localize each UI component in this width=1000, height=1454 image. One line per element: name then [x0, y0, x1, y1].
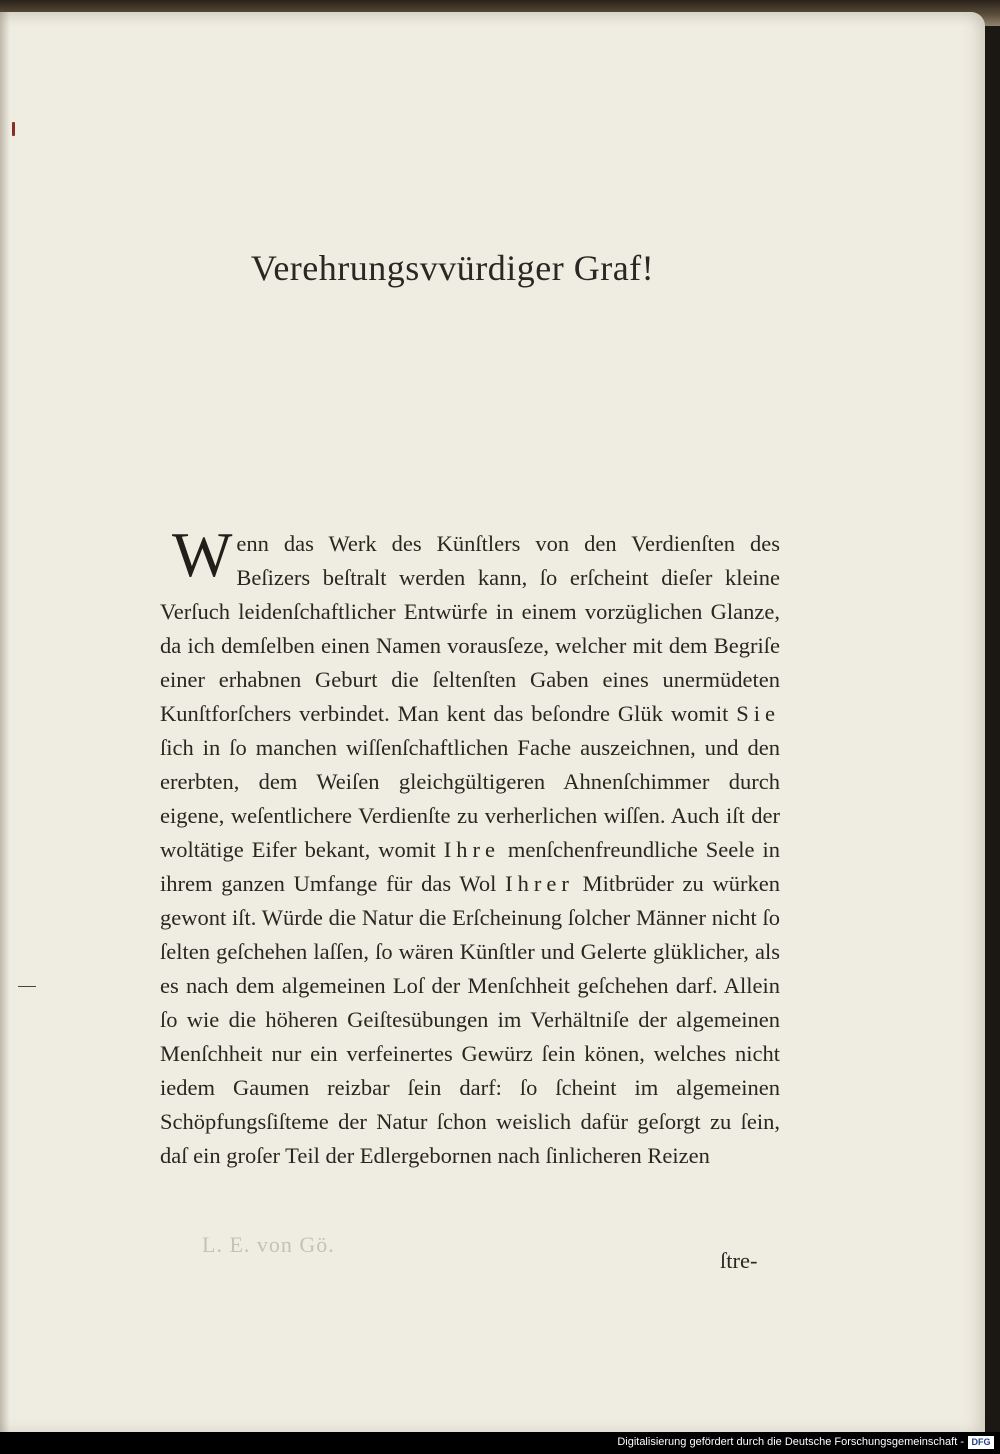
text-segment: Mitbrüder zu würken gewont iſt. Würde die Natur die Erſcheinung ſolcher Männer nicht ſo ſelten geſchehen laſſen, ſo wären Künſtler und Gelerte glüklicher, als es nach dem algemeinen Loſ der Menſchheit geſchehen darf. Allein ſo wie die höheren Geiſtesübungen im Verhältniſe der algemeinen Menſchheit nur ein verfeinertes Gewürz ſein könen, welches nicht iedem Gaumen reizbar ſein darf: ſo ſcheint im algemeinen Schöpfungsſiſteme der Natur ſchon weislich dafür geſorgt zu ſein, daſ ein groſer Teil der Edlergebornen nach ſinlicheren Reizen — [160, 871, 780, 1168]
spaced-word: Sie — [736, 701, 780, 726]
drop-cap: W — [172, 519, 233, 590]
text-segment: menſchenfreundliche Seele in ihrem ganzen Umfange für das Wol — [160, 837, 780, 896]
page-gutter-shadow — [0, 12, 10, 1432]
text-segment: enn das Werk des Künſtlers von den Verdienſten des Beſizers beſtralt werden kann, ſo erſcheint dieſer kleine Verſuch leidenſchaftlicher Entwürfe in einem vorzüglichen Glanze, da ich demſelben einen Namen vorausſeze, welcher mit dem Begriſe einer erhabnen Geburt die ſeltenſten Gaben eines unermüdeten Kunſtforſchers verbindet. Man kent das beſondre Glük womit — [160, 531, 780, 726]
spaced-word: Ihre — [443, 837, 500, 862]
faint-stamp: L. E. von Gö. — [202, 1232, 335, 1257]
page-heading: Verehrungsvvürdiger Graf! — [250, 248, 655, 288]
text-segment: ſich in ſo manchen wiſſenſchaftlichen Fache auszeichnen, und den ererbten, dem Weiſen gleichgültigeren Ahnenſchimmer durch eigene, weſentlichere Verdienſte zu verherlichen wiſſen. Auch iſt der woltätige Eifer bekant, womit — [160, 735, 780, 862]
margin-mark — [12, 122, 15, 136]
body-paragraph — [160, 519, 780, 1173]
catchword: ſtre- — [720, 1248, 758, 1273]
spaced-word: Ihrer — [505, 871, 574, 896]
margin-dash — [18, 986, 36, 987]
footer-credit: Digitalisierung gefördert durch die Deutsche Forschungsgemeinschaft - — [617, 1436, 964, 1448]
dfg-logo-icon: DFG — [968, 1436, 994, 1449]
